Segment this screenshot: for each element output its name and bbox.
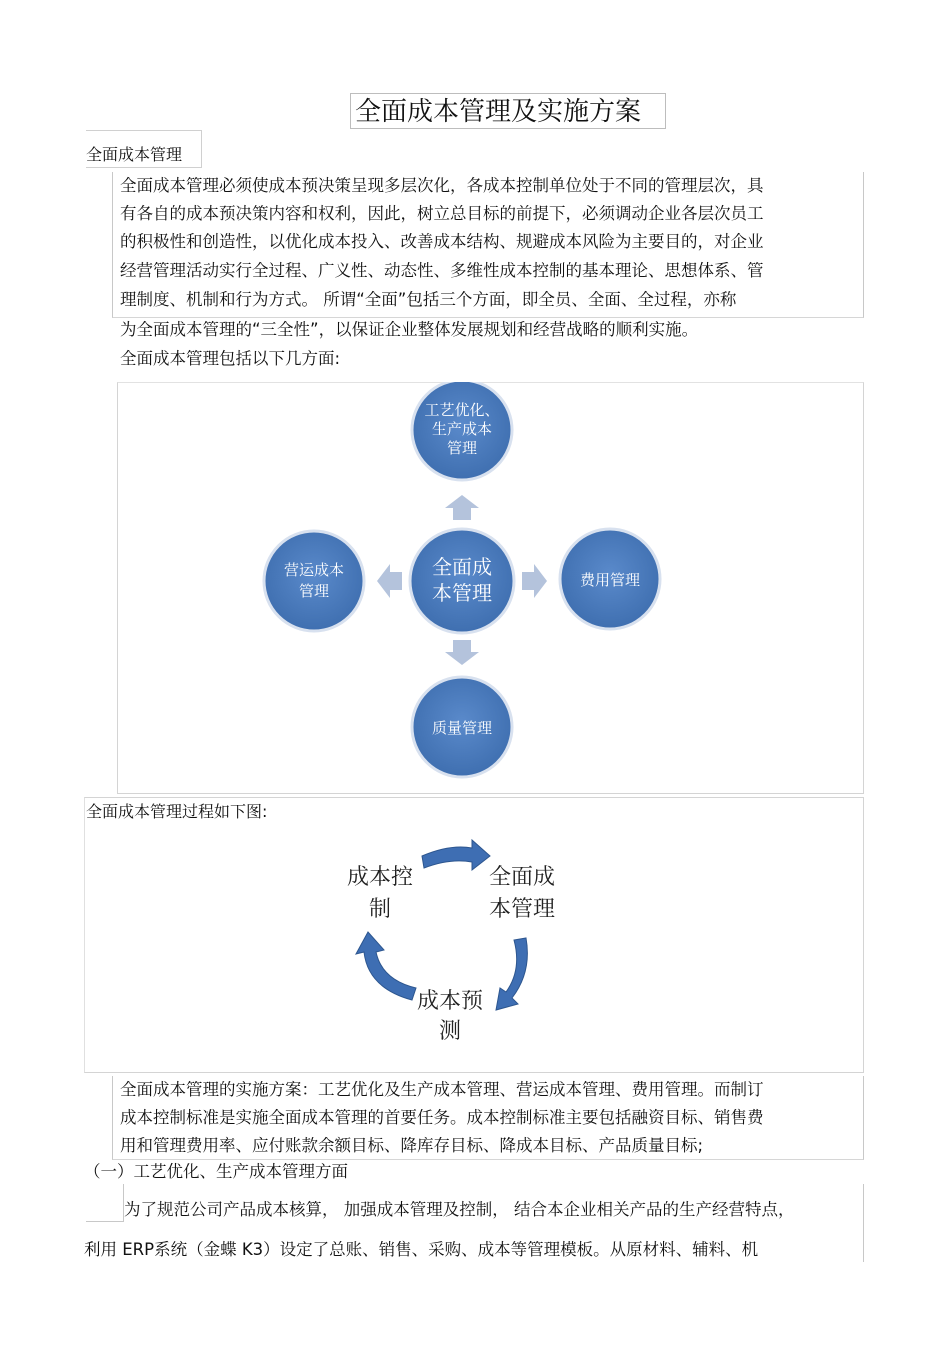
intro-line-3: 的积极性和创造性，以优化成本投入、改善成本结构、规避成本风险为主要目的，对企业 <box>120 232 764 251</box>
node-control-line-1: 成本控 <box>346 865 414 890</box>
node-top-line-3: 管理 <box>446 439 478 457</box>
arrow-right-icon <box>522 564 547 598</box>
node-bottom <box>412 677 512 777</box>
cycle-arrow-right-icon <box>496 938 527 1010</box>
cost-cycle-diagram <box>300 820 600 1060</box>
node-bottom-line-1: 质量管理 <box>431 719 493 737</box>
para-indent-box <box>86 1184 124 1222</box>
node-center-line-1: 全面成 <box>432 555 492 579</box>
node-top-line-2: 生产成本 <box>431 420 493 438</box>
node-left-line-1: 营运成本 <box>283 561 345 579</box>
cycle-arrow-left-icon <box>356 932 416 1000</box>
node-left-line-2: 管理 <box>298 582 330 600</box>
node-right <box>560 529 660 629</box>
cost-management-diagram <box>117 382 864 794</box>
node-control-line-2: 制 <box>368 897 392 922</box>
node-top-line-1: 工艺优化、 <box>424 401 500 419</box>
document-title: 全面成本管理及实施方案 <box>350 93 666 129</box>
para-line-1: 为了规范公司产品成本核算， 加强成本管理及控制， 结合本企业相关产品的生产经营特点， <box>124 1200 795 1219</box>
node-left <box>264 531 364 631</box>
intro-line-1: 全面成本管理必须使成本预决策呈现多层次化，各成本控制单位处于不同的管理层次，具 <box>120 176 764 195</box>
intro-line-2: 有各自的成本预决策内容和权利，因此，树立总目标的前提下，必须调动企业各层次员工 <box>120 204 764 223</box>
process-caption: 全面成本管理过程如下图: <box>86 802 268 821</box>
node-center <box>410 529 514 633</box>
node-center-line-2: 本管理 <box>432 581 492 605</box>
subsection-heading: （一）工艺优化、生产成本管理方面 <box>84 1162 348 1181</box>
para-line-2: 利用 ERP系统（金蝶 K3）设定了总账、销售、采购、成本等管理模板。从原材料、辅料、机 <box>84 1240 759 1259</box>
section-heading: 全面成本管理 <box>86 130 202 168</box>
node-forecast-line-2: 测 <box>438 1019 462 1044</box>
node-right-line-1: 费用管理 <box>579 571 641 589</box>
arrow-down-icon <box>445 640 479 665</box>
intro-line-5: 理制度、机制和行为方式。 所谓“全面”包括三个方面，即全员、全面、全过程，亦称 <box>120 290 737 309</box>
plan-line-1: 全面成本管理的实施方案：工艺优化及生产成本管理、营运成本管理、费用管理。而制订 <box>120 1080 764 1099</box>
intro-line-7: 全面成本管理包括以下几方面: <box>120 349 341 368</box>
plan-line-3: 用和管理费用率、应付账款余额目标、降库存目标、降成本目标、产品质量目标; <box>120 1136 704 1155</box>
intro-line-6: 为全面成本管理的“三全性”，以保证企业整体发展规划和经营战略的顺利实施。 <box>120 320 699 339</box>
node-total-line-2: 本管理 <box>488 897 556 922</box>
node-forecast-line-1: 成本预 <box>416 989 484 1014</box>
node-top <box>412 382 512 480</box>
arrow-left-icon <box>377 564 402 598</box>
intro-line-4: 经营管理活动实行全过程、广义性、动态性、多维性成本控制的基本理论、思想体系、管 <box>120 261 764 280</box>
node-total-line-1: 全面成 <box>488 865 556 890</box>
cycle-arrow-top-icon <box>422 840 490 870</box>
plan-line-2: 成本控制标准是实施全面成本管理的首要任务。成本控制标准主要包括融资目标、销售费 <box>120 1108 764 1127</box>
arrow-up-icon <box>445 495 479 520</box>
